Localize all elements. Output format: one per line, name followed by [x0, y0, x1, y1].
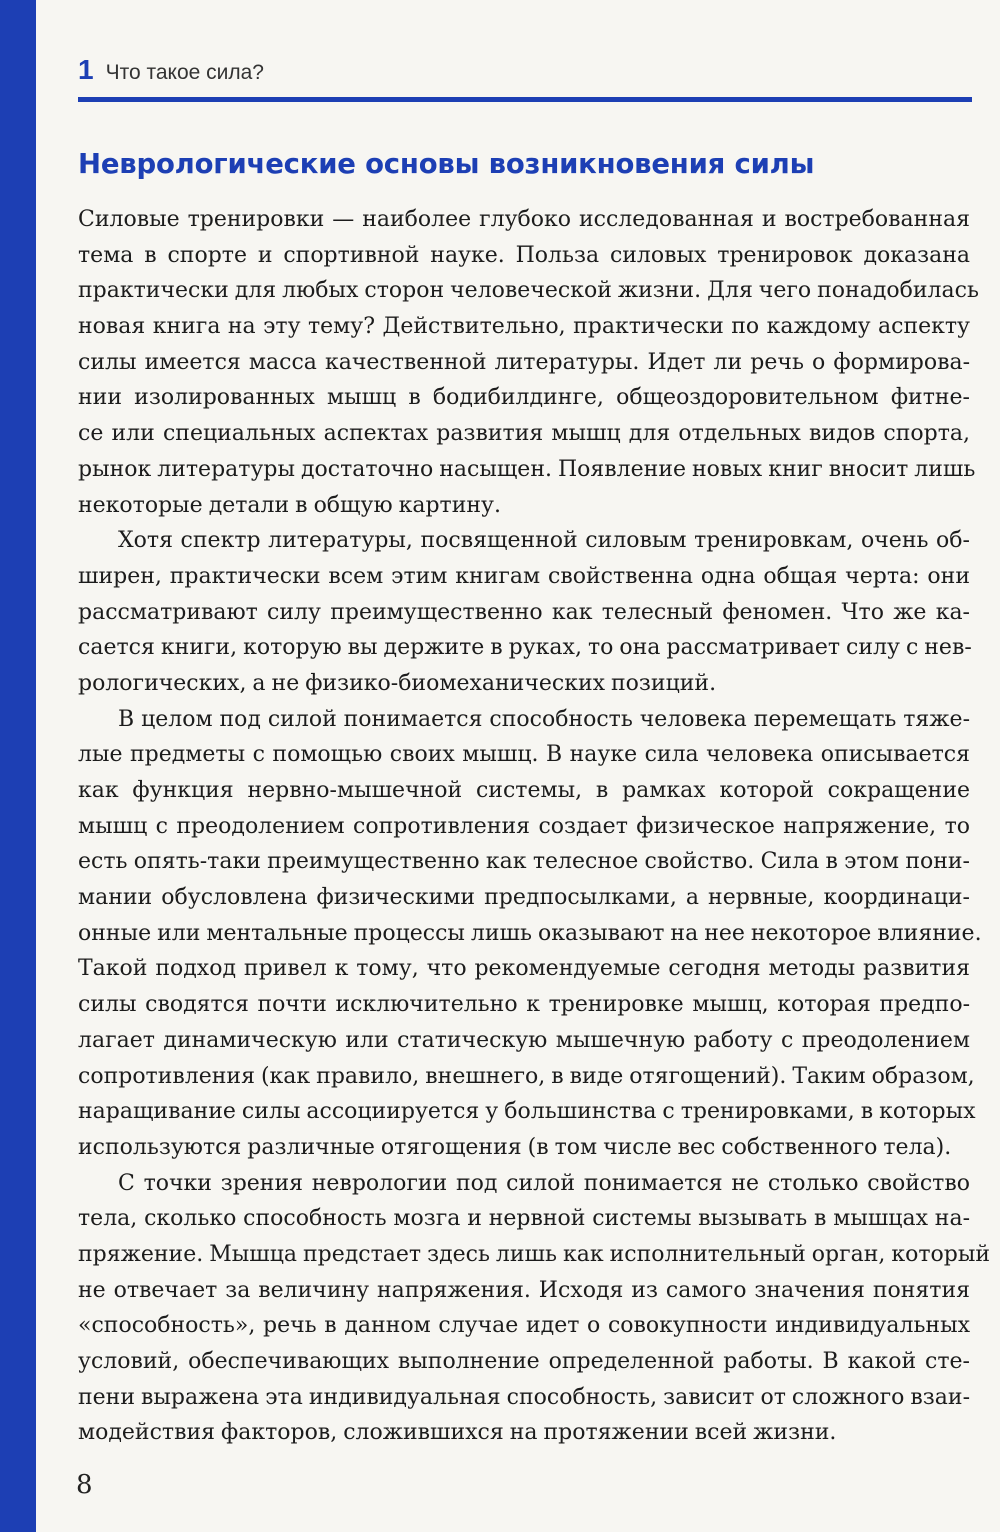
- text-line: силы сводятся почти исключительно к тренировке мышц, которая предпо-: [78, 992, 970, 1018]
- chapter-title: Что такое сила?: [105, 61, 264, 84]
- text-line: лагает динамическую или статическую мышечную работу с преодолением: [78, 1027, 970, 1053]
- text-line: мышц с преодолением сопротивления создает физическое напряжение, то: [78, 813, 970, 839]
- text-line: сается книги, которую вы держите в руках, то она рассматривает силу с нев-: [78, 635, 972, 661]
- text-line: модействия факторов, сложившихся на протяжении всей жизни.: [78, 1420, 837, 1446]
- body-text: [78, 202, 991, 1451]
- text-line: мании обусловлена физическими предпосылками, а нервные, координаци-: [78, 885, 970, 911]
- text-line: лые предметы с помощью своих мышц. В науке сила человека описывается: [78, 742, 970, 768]
- text-line: В целом под силой понимается способность человека перемещать тяже-: [118, 706, 970, 732]
- text-line: ширен, практически всем этим книгам свойственна одна общая черта: они: [78, 563, 970, 589]
- text-line: рынок литературы достаточно насыщен. Появление новых книг вносит лишь: [78, 456, 976, 482]
- text-line: силы имеется масса качественной литературы. Идет ли речь о формирова-: [78, 349, 970, 375]
- text-line: сопротивления (как правило, внешнего, в виде отягощений). Таким образом,: [78, 1063, 975, 1089]
- chapter-number: 1: [78, 54, 94, 85]
- page-edge-color-band: [0, 0, 36, 1532]
- text-line: Такой подход привел к тому, что рекомендуемые сегодня методы развития: [78, 956, 970, 982]
- text-line: как функция нервно-мышечной системы, в рамках которой сокращение: [78, 778, 970, 803]
- text-line: некоторые детали в общую картину.: [78, 492, 501, 518]
- text-line: наращивание силы ассоциируется у большинства с тренировками, в которых: [78, 1099, 976, 1125]
- text-line: Хотя спектр литературы, посвященной силовым тренировкам, очень об-: [118, 528, 970, 554]
- text-line: пряжение. Мышца предстает здесь лишь как исполнительный орган, который: [78, 1241, 991, 1267]
- text-line: онные или ментальные процессы лишь оказывают на нее некоторое влияние.: [78, 920, 982, 946]
- text-line: есть опять-таки преимущественно как телесное свойство. Сила в этом пони-: [78, 849, 970, 875]
- text-line: Силовые тренировки — наиболее глубоко исследованная и востребованная: [78, 207, 970, 232]
- text-line: нии изолированных мышц в бодибилдинге, общеоздоровительном фитне-: [78, 385, 970, 411]
- running-header: [78, 54, 971, 90]
- paragraph: [78, 202, 979, 523]
- text-line: используются различные отягощения (в том числе вес собственного тела).: [78, 1134, 952, 1160]
- text-line: новая книга на эту тему? Действительно, практически по каждому аспекту: [78, 314, 970, 340]
- text-line: не отвечает за величину напряжения. Исходя из самого значения понятия: [78, 1277, 970, 1303]
- header-rule: [78, 97, 972, 102]
- page-number: 8: [76, 1470, 93, 1500]
- section-heading: Неврологические основы возникновения силы: [78, 148, 815, 180]
- text-line: условий, обеспечивающих выполнение определенной работы. В какой сте-: [78, 1349, 970, 1374]
- text-line: рологических, а не физико-биомеханических позиций.: [78, 670, 717, 696]
- text-line: пени выражена эта индивидуальная способность, зависит от сложного взаи-: [78, 1384, 970, 1410]
- text-line: рассматривают силу преимущественно как телесный феномен. Что же ка-: [78, 599, 970, 625]
- text-line: тема в спорте и спортивной науке. Польза силовых тренировок доказана: [78, 242, 970, 268]
- text-line: се или специальных аспектах развития мышц для отдельных видов спорта,: [78, 421, 970, 447]
- text-line: «способность», речь в данном случае идет о совокупности индивидуальных: [78, 1313, 970, 1339]
- paragraph: [78, 702, 982, 1166]
- paragraph: [78, 1166, 991, 1452]
- text-line: практически для любых сторон человеческой жизни. Для чего понадобилась: [78, 278, 979, 304]
- text-line: С точки зрения неврологии под силой понимается не столько свойство: [118, 1170, 970, 1196]
- text-line: тела, сколько способность мозга и нервной системы вызывать в мышцах на-: [78, 1206, 970, 1232]
- paragraph: [78, 523, 970, 701]
